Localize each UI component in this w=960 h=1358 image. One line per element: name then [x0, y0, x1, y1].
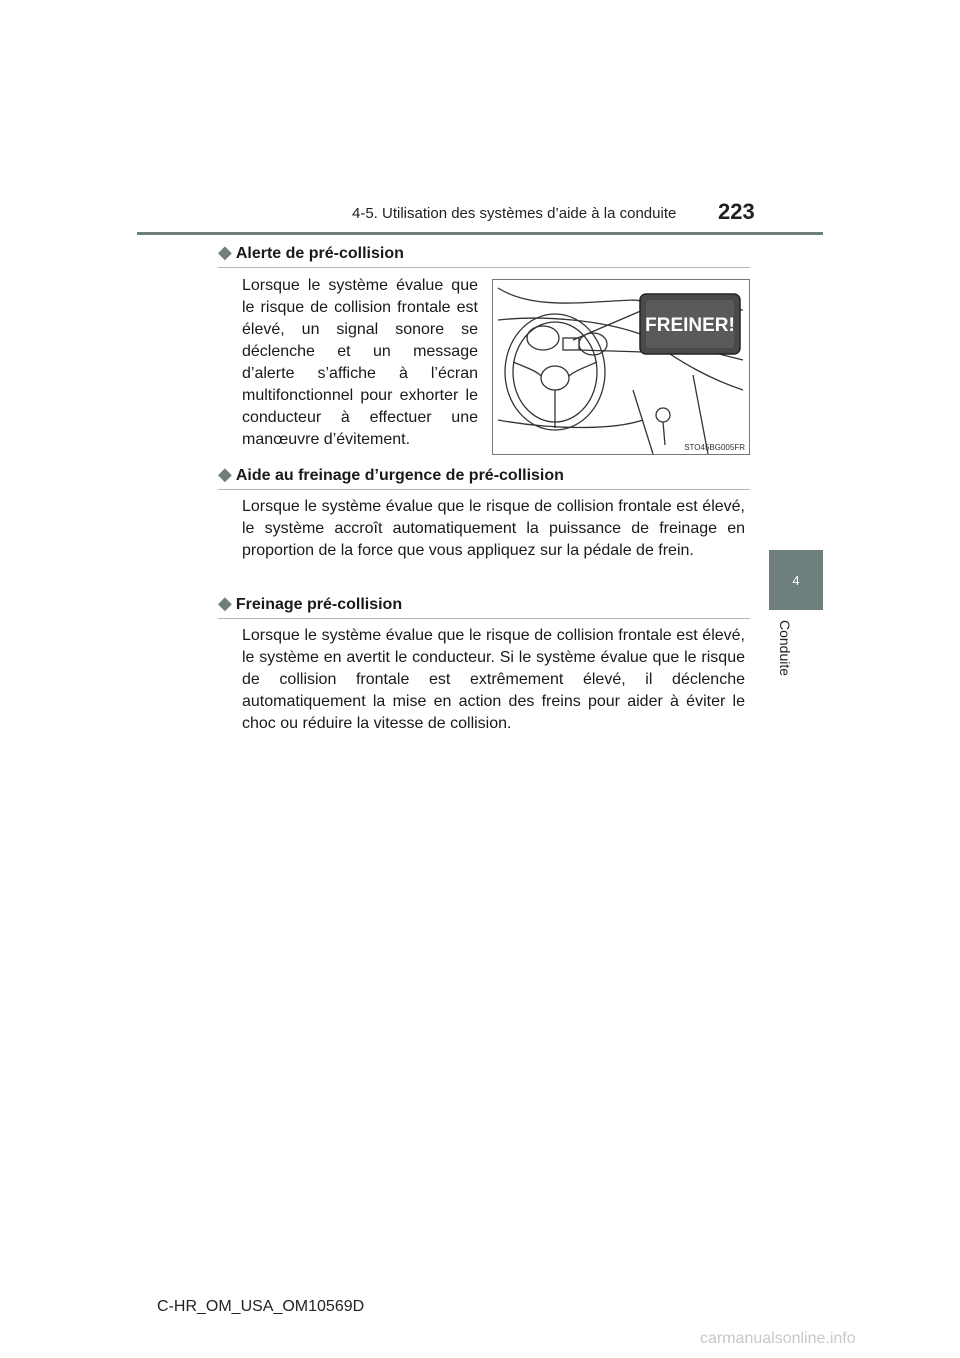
footer-doc-code: C-HR_OM_USA_OM10569D [157, 1298, 365, 1315]
section-heading-text: Aide au freinage d’urgence de pré-collision [235, 467, 564, 484]
section-heading-aide-freinage [218, 464, 750, 490]
section-heading-freinage [218, 593, 750, 619]
diamond-icon: ◆ [218, 464, 232, 484]
diamond-icon: ◆ [218, 242, 232, 262]
dashboard-drawing [493, 280, 749, 454]
chapter-label: Conduite [777, 620, 793, 677]
section-heading-text: Freinage pré-collision [235, 596, 403, 613]
section-body-alerte: Lorsque le système évalue que le risque de collision frontale est élevé, un signal sonore se déclenche et un message d’alerte s’affiche à l’écran multifonctionnel pour exhorter le conducteur à effectuer une manœuvre d’évitement. [242, 277, 478, 448]
dashboard-illustration [492, 279, 750, 455]
section-heading-alerte [218, 242, 750, 268]
figure-code: STO45BG005FR [684, 443, 745, 452]
page-number: 223 [718, 199, 755, 224]
section-body-freinage: Lorsque le système évalue que le risque de collision frontale est élevé, le système en avertit le conducteur. Si le système évalue que le risque de collision frontale est extrêmement élevé, il déclenche automatiquement la mise en action des freins pour aider à éviter le choc ou réduire la vitesse de collision. [242, 627, 745, 732]
freiner-message: FREINER! [645, 315, 735, 336]
header-section-title: 4-5. Utilisation des systèmes d’aide à la conduite [352, 205, 677, 222]
section-heading-text: Alerte de pré-collision [235, 245, 404, 262]
chapter-tab[interactable] [769, 550, 823, 610]
section-body-aide-freinage: Lorsque le système évalue que le risque de collision frontale est élevé, le système accroît automatiquement la puissance de freinage en proportion de la force que vous appliquez sur la pédale de frein. [242, 498, 745, 559]
header-rule [137, 232, 823, 235]
chapter-number: 4 [792, 572, 800, 588]
watermark: carmanualsonline.info [700, 1330, 856, 1347]
diamond-icon: ◆ [218, 593, 232, 613]
